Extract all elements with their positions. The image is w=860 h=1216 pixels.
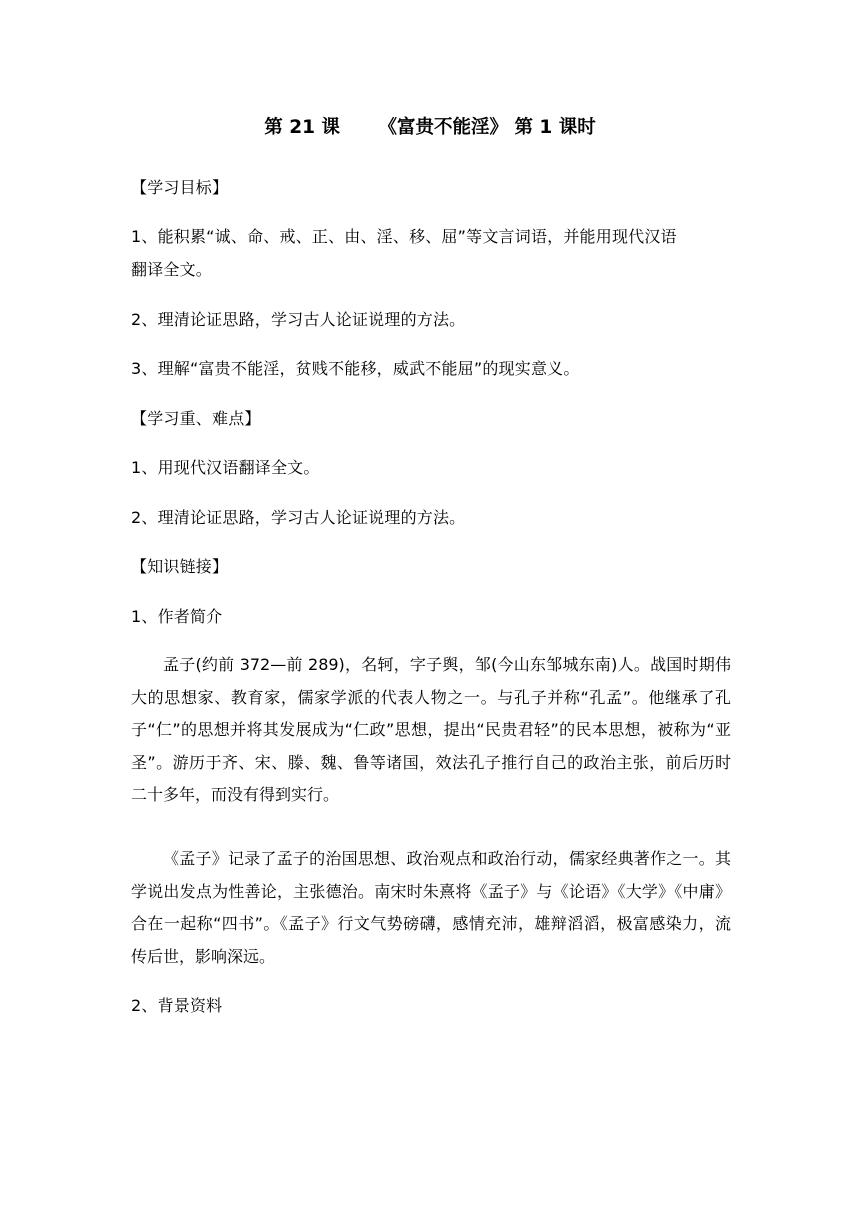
objective-2: 2、理清论证思路，学习古人论证说理的方法。 (131, 310, 466, 329)
objectives-heading: 【学习目标】 (131, 178, 229, 197)
key-point-2: 2、理清论证思路，学习古人论证说理的方法。 (131, 508, 466, 527)
objective-1-line-2: 翻译全文。 (131, 260, 213, 279)
background-heading: 2、背景资料 (131, 996, 223, 1015)
objective-3: 3、理解“富贵不能淫，贫贱不能移，威武不能屈”的现实意义。 (131, 359, 580, 378)
author-paragraph: 孟子(约前 372—前 289)，名轲，字子舆，邹(今山东邹城东南)人。战国时期伟大的思想家、教育家，儒家学派的代表人物之一。与孔子并称“孔孟”。他继承了孔子“仁”的思想并将其发展成为“仁政”思想，提出“民贵君轻”的民本思想，被称为“亚圣”。游历于齐、宋、滕、魏、鲁等诸国，效法孔子推行自己的政治主张，前后历时二十多年，而没有得到实行。 (131, 655, 731, 804)
key-points-heading: 【学习重、难点】 (131, 409, 261, 428)
lesson-title: 第 21 课 《富贵不能淫》 第 1 课时 (264, 117, 596, 138)
knowledge-heading: 【知识链接】 (131, 557, 229, 576)
objective-1-line-1: 1、能积累“诚、命、戒、正、由、淫、移、屈”等文言词语，并能用现代汉语 (131, 227, 677, 246)
book-paragraph: 《孟子》记录了孟子的治国思想、政治观点和政治行动，儒家经典著作之一。其学说出发点为性善论，主张德治。南宋时朱熹将《孟子》与《论语》《大学》《中庸》合在一起称“四书”。《孟子》行文气势磅礴，感情充沛，雄辩滔滔，极富感染力，流传后世，影响深远。 (131, 849, 731, 966)
author-heading: 1、作者简介 (131, 607, 223, 626)
key-point-1: 1、用现代汉语翻译全文。 (131, 458, 320, 477)
